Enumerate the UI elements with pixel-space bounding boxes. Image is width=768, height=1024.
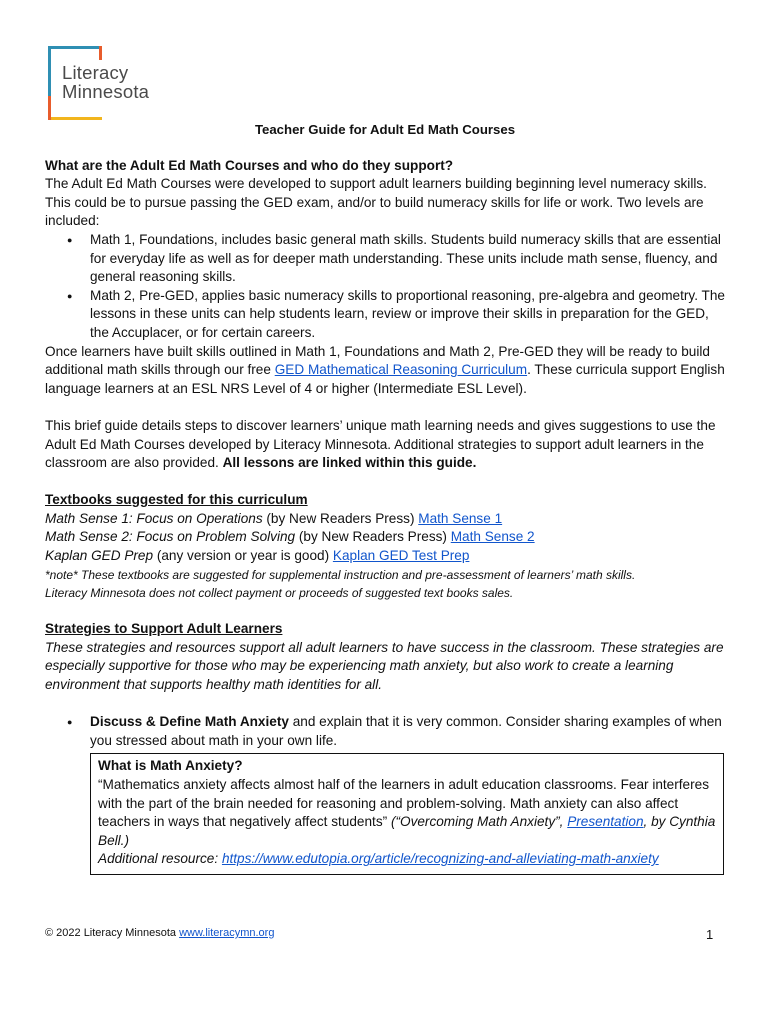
textbook-row: Math Sense 2: Focus on Problem Solving (by New Readers Press) Math Sense 2 (45, 529, 535, 545)
list-item: ● Discuss & Define Math Anxiety and explain that it is very common. Consider sharing examples of when you stressed about math in your own life. (45, 713, 725, 750)
logo-bar-bottom (48, 117, 102, 120)
logo-bar-accent (48, 96, 51, 120)
page-number: 1 (706, 927, 714, 942)
ged-curriculum-link[interactable]: GED Mathematical Reasoning Curriculum (274, 362, 528, 378)
presentation-link[interactable]: Presentation (567, 814, 644, 830)
box-heading: What is Math Anxiety? (98, 758, 243, 774)
strategies-heading: Strategies to Support Adult Learners (45, 621, 283, 637)
kaplan-link[interactable]: Kaplan GED Test Prep (332, 548, 470, 564)
page-title: Teacher Guide for Adult Ed Math Courses (254, 122, 516, 137)
textbook-row: Math Sense 1: Focus on Operations (by New Readers Press) Math Sense 1 (45, 510, 503, 526)
document-body (45, 121, 725, 875)
box-quote: “Mathematics anxiety affects almost half of the learners in adult education classrooms. Fear interferes with the part of the brain needed for reasoning and problem-solving. Math anxiety can also affect teachers in ways that negatively affect students” (“Overcoming Math Anxiety”, Presentation, by Cynthia Bell.) (98, 777, 716, 848)
logo-bar-right (99, 46, 102, 60)
list-item: ● Math 1, Foundations, includes basic general math skills. Students build numeracy skills that are essential for everyday life as well as for deeper math understanding. These units include math sense, fluency, and general reasoning skills. (45, 231, 725, 287)
intro-paragraph: The Adult Ed Math Courses were developed to support adult learners building beginning level numeracy skills. This could be to pursue passing the GED exam, and/or to build numeracy skills for life or work. Two levels are included: (45, 176, 707, 229)
textbook-row: Kaplan GED Prep (any version or year is good) Kaplan GED Test Prep (45, 548, 470, 564)
footer-website-link[interactable]: www.literacymn.org (179, 927, 275, 939)
logo-wordmark: Literacy Minnesota (62, 62, 150, 102)
edutopia-link[interactable]: https://www.edutopia.org/article/recognizing-and-alleviating-math-anxiety (221, 851, 659, 867)
levels-list (45, 231, 725, 343)
box-resource: Additional resource: https://www.edutopia.org/article/recognizing-and-alleviating-math-anxiety (98, 851, 659, 867)
list-item: ● Math 2, Pre-GED, applies basic numeracy skills to proportional reasoning, pre-algebra and geometry. The lessons in these units can help students learn, review or improve their skills in preparation for the GED, the Accuplacer, or for certain careers. (45, 287, 725, 343)
page-footer: © 2022 Literacy Minnesota www.literacymn.org (45, 927, 275, 939)
logo-bar-top (48, 46, 102, 49)
next-steps-paragraph: Once learners have built skills outlined in Math 1, Foundations and Math 2, Pre-GED they will be ready to build additional math skills through our free GED Mathematical Reasoning Curriculum. These curricula support English language learners at an ESL NRS Level of 4 or higher (Intermediate ESL Level). (45, 343, 725, 396)
textbook-note: *note* These textbooks are suggested for supplemental instruction and pre-assessment of learners’ math skills. (45, 567, 636, 582)
literacy-minnesota-logo (46, 46, 162, 120)
math-sense-1-link[interactable]: Math Sense 1 (418, 510, 503, 526)
textbook-note: Literacy Minnesota does not collect payment or proceeds of suggested text books sales. (45, 585, 514, 600)
strategies-list (45, 713, 725, 750)
math-sense-2-link[interactable]: Math Sense 2 (450, 529, 535, 545)
textbooks-heading: Textbooks suggested for this curriculum (45, 492, 308, 508)
strategies-intro: These strategies and resources support all adult learners to have success in the classroom. These strategies are especially supportive for those who may be experiencing math anxiety, but also work to create a learning environment that supports healthy math identities for all. (45, 639, 724, 693)
intro-heading: What are the Adult Ed Math Courses and who do they support? (45, 157, 454, 173)
guide-paragraph: This brief guide details steps to discover learners’ unique math learning needs and gives suggestions to use the Adult Ed Math Courses developed by Literacy Minnesota. Additional strategies to support adult learners in the classroom are also provided. All lessons are linked within this guide. (45, 417, 716, 471)
math-anxiety-box (90, 753, 724, 875)
